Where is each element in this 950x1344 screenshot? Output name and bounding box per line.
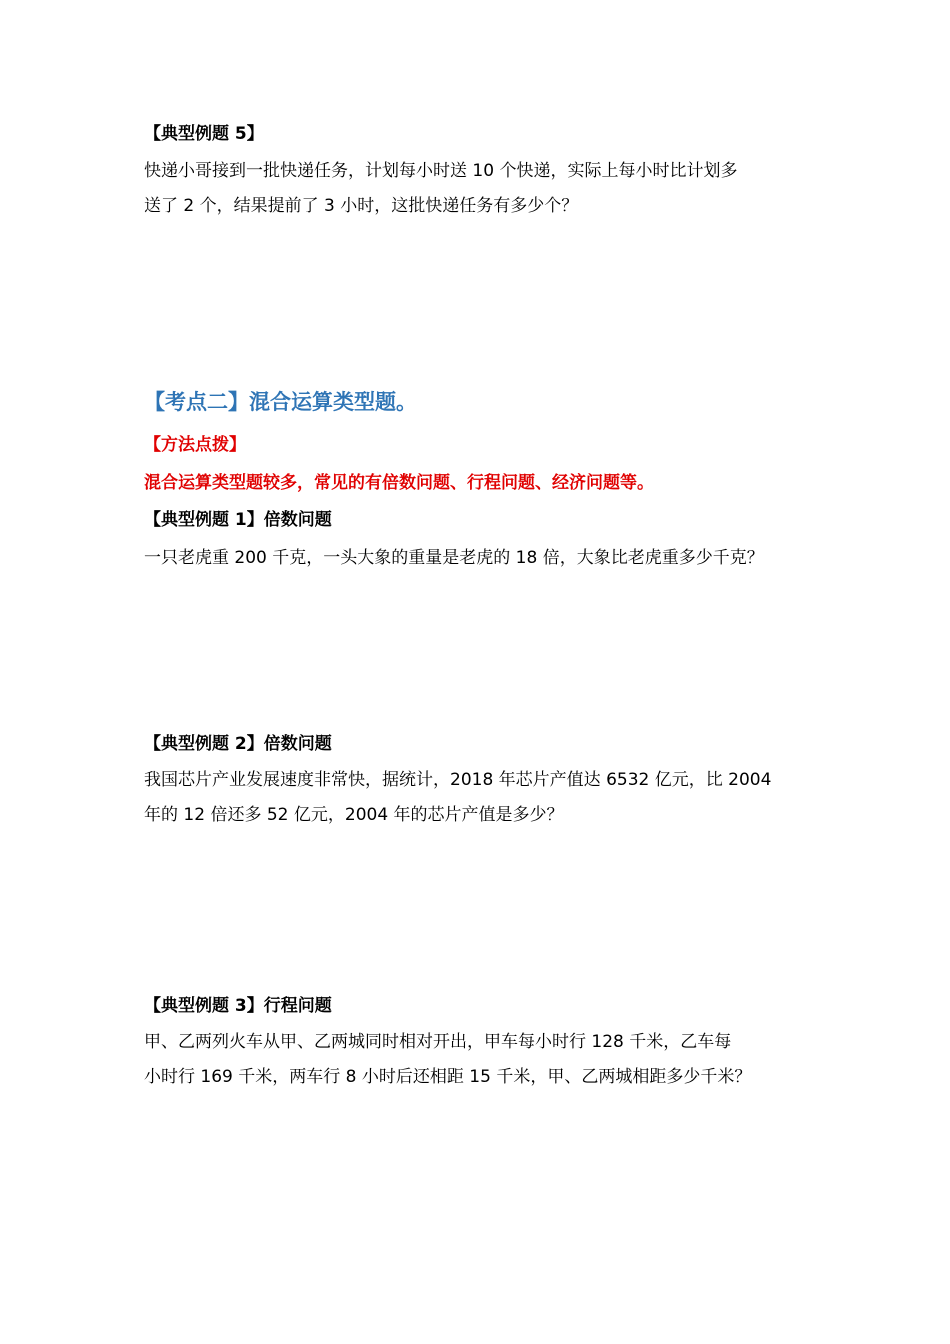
example-2-line-1: 我国芯片产业发展速度非常快，据统计，2018 年芯片产值达 6532 亿元，比 2004 — [144, 770, 772, 790]
example-3-text — [144, 1025, 824, 1095]
example-1-text — [144, 541, 824, 576]
example-2-text — [144, 763, 824, 833]
example-5-text — [144, 154, 824, 224]
example-2-heading: 【典型例题 2】倍数问题 — [144, 734, 332, 754]
example-1-line-1: 一只老虎重 200 千克，一头大象的重量是老虎的 18 倍，大象比老虎重多少千克？ — [144, 548, 764, 568]
example-3-line-2: 小时行 169 千米，两车行 8 小时后还相距 15 千米，甲、乙两城相距多少千米？ — [144, 1067, 752, 1087]
example-2-line-2: 年的 12 倍还多 52 亿元，2004 年的芯片产值是多少？ — [144, 805, 564, 825]
example-1-heading: 【典型例题 1】倍数问题 — [144, 510, 332, 530]
example-3-line-1: 甲、乙两列火车从甲、乙两城同时相对开出，甲车每小时行 128 千米，乙车每 — [144, 1032, 732, 1052]
example-5-line-1: 快递小哥接到一批快递任务，计划每小时送 10 个快递，实际上每小时比计划多 — [144, 161, 738, 181]
example-5-line-2: 送了 2 个，结果提前了 3 小时，这批快递任务有多少个？ — [144, 196, 579, 216]
example-5-heading: 【典型例题 5】 — [144, 124, 264, 144]
section-2-title: 【考点二】混合运算类型题。 — [144, 390, 417, 414]
method-text: 混合运算类型题较多，常见的有倍数问题、行程问题、经济问题等。 — [144, 473, 654, 493]
example-3-heading: 【典型例题 3】行程问题 — [144, 996, 332, 1016]
method-label: 【方法点拨】 — [144, 435, 246, 455]
